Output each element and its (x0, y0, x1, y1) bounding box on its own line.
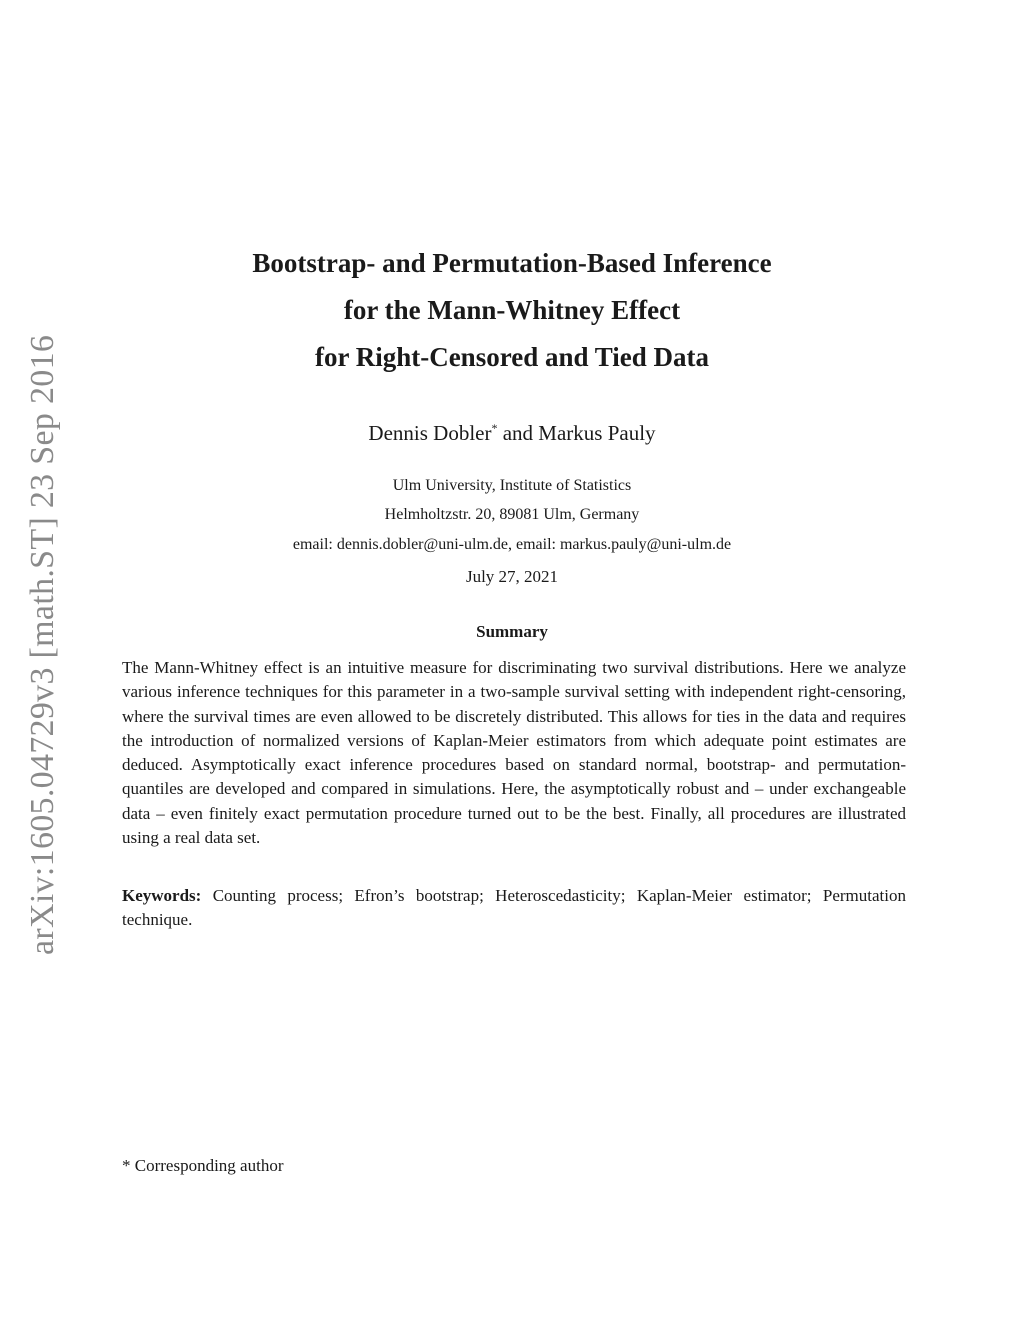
title-line-3: for Right-Censored and Tied Data (314, 342, 710, 372)
author-list (0, 421, 1024, 446)
author-dobler: Dennis Dobler (368, 421, 492, 445)
affiliation-emails: email: dennis.dobler@uni-ulm.de, email: markus.pauly@uni-ulm.de (292, 536, 732, 553)
summary-heading: Summary (476, 622, 548, 641)
footnote-corresponding-author: * Corresponding author (122, 1156, 284, 1175)
keywords-paragraph (122, 884, 906, 933)
arxiv-identifier-stamp: arXiv:1605.04729v3 [math.ST] 23 Sep 2016 (24, 334, 61, 955)
title-line-1: Bootstrap- and Permutation-Based Inference (252, 248, 772, 278)
paper-date: July 27, 2021 (465, 567, 559, 586)
title-line-2: for the Mann-Whitney Effect (343, 295, 681, 325)
affiliation-institute: Ulm University, Institute of Statistics (392, 477, 632, 494)
corresponding-author-marker: * (491, 421, 498, 435)
affiliation-address: Helmholtzstr. 20, 89081 Ulm, Germany (384, 506, 640, 523)
keywords-label: Keywords: (122, 886, 202, 905)
summary-paragraph: The Mann-Whitney effect is an intuitive measure for discriminating two survival distributions. Here we analyze various inference techniques for this parameter in a two-sample survival setting with independent right-censoring, where the survival times are even allowed to be discretely distributed. This allows for ties in the data and requires the introduction of normalized versions of Kaplan-Meier estimators from which adequate point estimates are deduced. Asymptotically exact inference procedures based on standard normal, bootstrap- and permutation-quantiles are developed and compared in simulations. Here, the asymptotically robust and – under exchangeable data – even finitely exact permutation procedure turned out to be the best. Finally, all procedures are illustrated using a real data set. (122, 658, 906, 848)
paper-title (0, 240, 1024, 381)
keywords-text: Counting process; Efron’s bootstrap; Heteroscedasticity; Kaplan-Meier estimator; Permutation technique. (122, 886, 906, 930)
author-pauly: and Markus Pauly (497, 421, 656, 445)
